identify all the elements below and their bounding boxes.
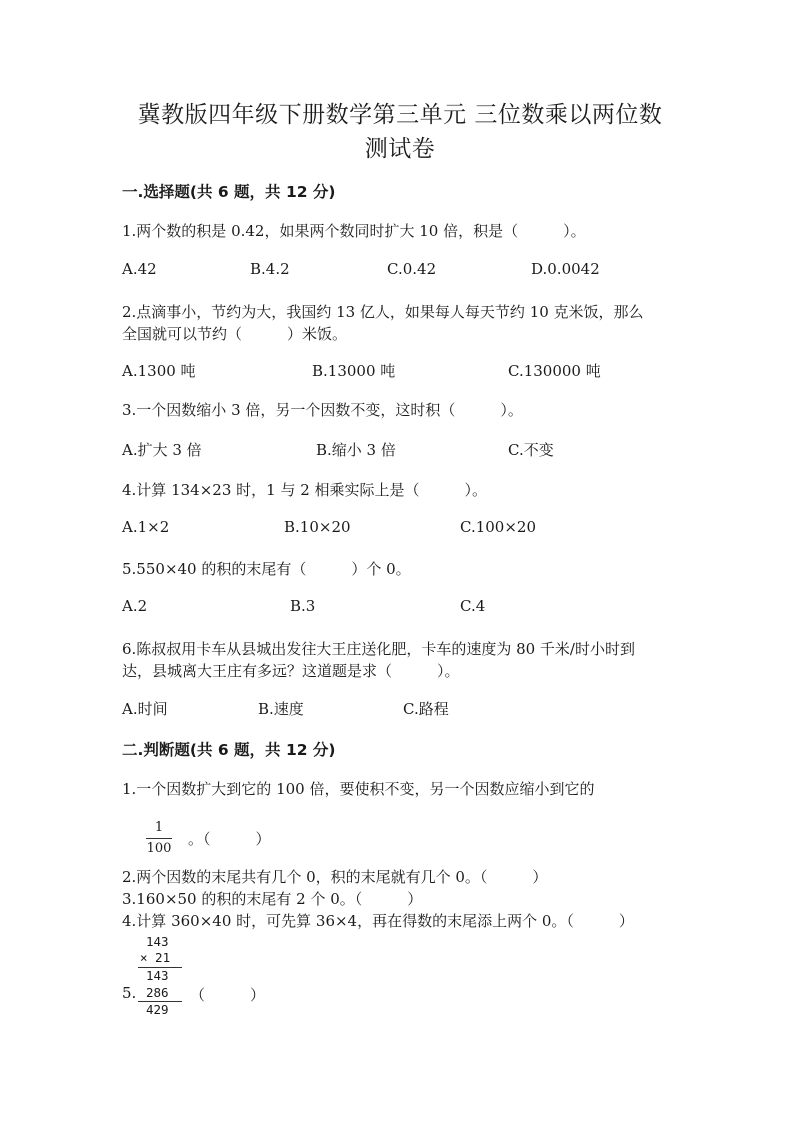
s1-q5-option-a: A.2 bbox=[122, 597, 148, 615]
s1-q5-option-b: B.3 bbox=[290, 597, 316, 615]
fraction-bar bbox=[146, 838, 172, 839]
s1-q3-option-b: B.缩小 3 倍 bbox=[316, 441, 396, 459]
s1-q4-option-c: C.100×20 bbox=[460, 518, 536, 536]
s1-q1-option-b: B.4.2 bbox=[250, 260, 290, 278]
section1-heading: 一.选择题(共 6 题，共 12 分) bbox=[122, 183, 336, 201]
s1-q4-option-b: B.10×20 bbox=[284, 518, 351, 536]
s1-q6-option-a: A.时间 bbox=[122, 700, 168, 718]
s1-q2-line2: 全国就可以节约（ ）米饭。 bbox=[122, 325, 348, 343]
s1-q3-option-c: C.不变 bbox=[508, 441, 554, 459]
calc-multiplier: × 21 bbox=[140, 950, 171, 965]
page-title-line2: 测试卷 bbox=[364, 136, 436, 162]
fraction-numerator: 1 bbox=[154, 820, 164, 835]
s2-q3-text: 3.160×50 的积的末尾有 2 个 0。（ ） bbox=[122, 890, 423, 908]
s2-q5-tail: （ ） bbox=[190, 986, 266, 1004]
calc-partial-2: 286 bbox=[146, 985, 169, 1000]
s1-q1-option-c: C.0.42 bbox=[387, 260, 437, 278]
s1-q6-option-c: C.路程 bbox=[403, 700, 449, 718]
s1-q4-option-a: A.1×2 bbox=[122, 518, 170, 536]
s1-q6-option-b: B.速度 bbox=[258, 700, 304, 718]
s1-q1-option-a: A.42 bbox=[122, 260, 157, 278]
section2-heading: 二.判断题(共 6 题，共 12 分) bbox=[122, 741, 336, 759]
s1-q2-option-c: C.130000 吨 bbox=[508, 362, 601, 380]
s1-q6-line1: 6.陈叔叔用卡车从县城出发往大王庄送化肥，卡车的速度为 80 千米/时小时到 bbox=[122, 640, 635, 658]
calc-product: 429 bbox=[146, 1002, 169, 1017]
s1-q2-option-b: B.13000 吨 bbox=[312, 362, 396, 380]
s1-q1-option-d: D.0.0042 bbox=[531, 260, 600, 278]
s2-q1-text: 1.一个因数扩大到它的 100 倍，要使积不变，另一个因数应缩小到它的 bbox=[122, 780, 595, 798]
s2-q4-text: 4.计算 360×40 时，可先算 36×4，再在得数的末尾添上两个 0。（ ） bbox=[122, 912, 634, 930]
s1-q3-text: 3.一个因数缩小 3 倍，另一个因数不变，这时积（ ）。 bbox=[122, 401, 523, 419]
s1-q5-option-c: C.4 bbox=[460, 597, 486, 615]
s2-q2-text: 2.两个因数的末尾共有几个 0，积的末尾就有几个 0。（ ） bbox=[122, 868, 548, 886]
calc-multiplicand: 143 bbox=[146, 934, 169, 949]
s1-q3-option-a: A.扩大 3 倍 bbox=[122, 441, 202, 459]
s1-q1-text: 1.两个数的积是 0.42，如果两个数同时扩大 10 倍，积是（ ）。 bbox=[122, 222, 586, 240]
s1-q6-line2: 达，县城离大王庄有多远？这道题是求（ ）。 bbox=[122, 662, 460, 680]
s1-q2-line1: 2.点滴事小，节约为大，我国约 13 亿人，如果每人每天节约 10 克米饭，那么 bbox=[122, 303, 644, 321]
calc-partial-1: 143 bbox=[146, 968, 169, 983]
s2-q1-tail: 。（ ） bbox=[188, 830, 271, 848]
s1-q5-text: 5.550×40 的积的末尾有（ ）个 0。 bbox=[122, 560, 411, 578]
s1-q2-option-a: A.1300 吨 bbox=[122, 362, 196, 380]
fraction-denominator: 100 bbox=[146, 841, 172, 856]
page-title-line1: 冀教版四年级下册数学第三单元 三位数乘以两位数 bbox=[137, 102, 663, 128]
s2-q1-fraction bbox=[146, 820, 172, 857]
s2-q5-number: 5. bbox=[122, 984, 137, 1002]
s1-q4-text: 4.计算 134×23 时，1 与 2 相乘实际上是（ ）。 bbox=[122, 481, 488, 499]
